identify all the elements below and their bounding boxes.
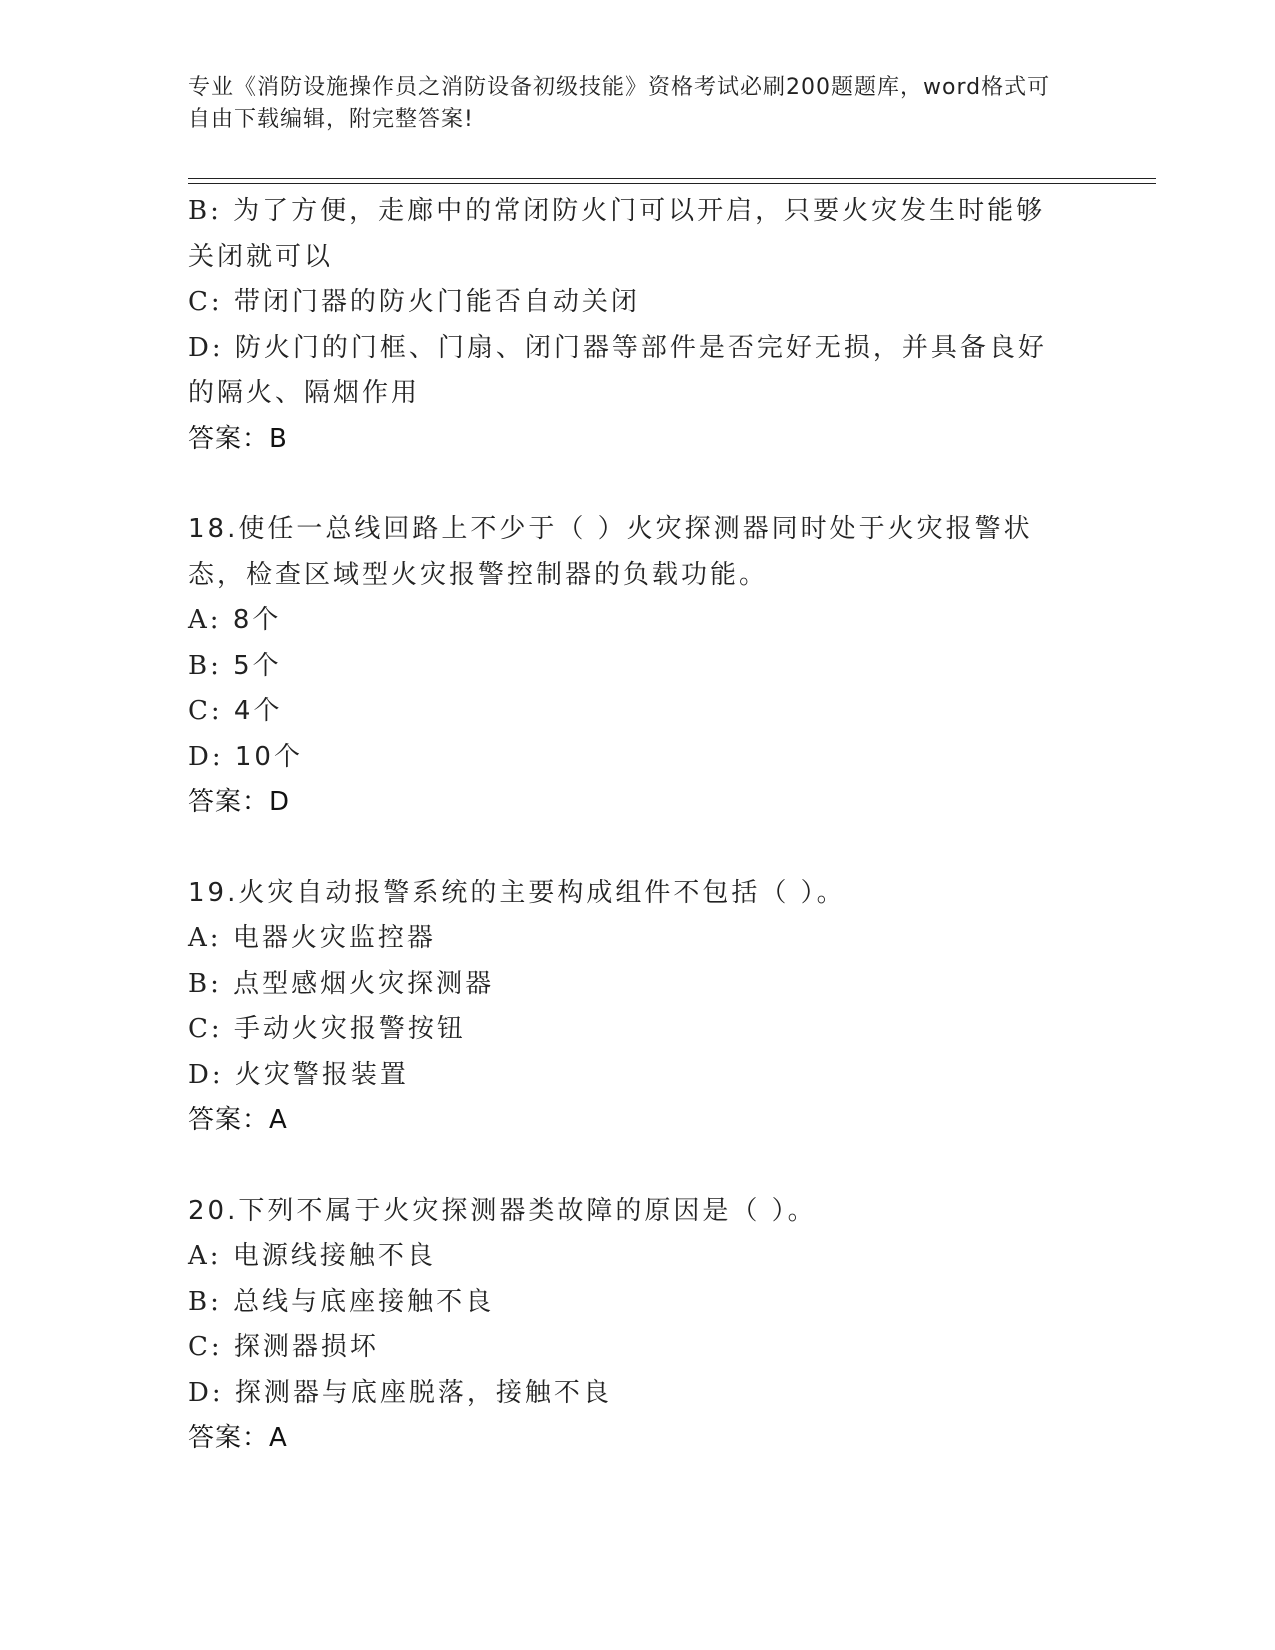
option-b xyxy=(188,189,1058,280)
option-text: 8个 xyxy=(232,605,282,635)
option-key: D: xyxy=(188,332,224,363)
option-key: D: xyxy=(188,1059,224,1090)
option-c xyxy=(188,1325,1088,1371)
option-text: 总线与底座接触不良 xyxy=(233,1286,495,1317)
question-18 xyxy=(188,507,1088,826)
option-b xyxy=(188,962,1088,1008)
option-key: A: xyxy=(188,1241,222,1271)
option-key: C: xyxy=(188,1014,223,1044)
option-text: 点型感烟火灾探测器 xyxy=(233,968,495,999)
option-a xyxy=(188,916,1088,962)
option-text: 4个 xyxy=(233,696,283,726)
question-20 xyxy=(188,1189,1088,1462)
option-key: D: xyxy=(188,1377,224,1408)
option-text: 带闭门器的防火门能否自动关闭 xyxy=(233,287,640,317)
option-text: 10个 xyxy=(234,741,303,772)
answer-line: 答案：A xyxy=(188,1105,288,1135)
option-text: 5个 xyxy=(233,650,282,681)
option-text: 电器火灾监控器 xyxy=(232,923,436,953)
question-title: 18.使任一总线回路上不少于（ ）火灾探测器同时处于火灾报警状态，检查区域型火灾报警控制器的负载功能。 xyxy=(188,514,1033,590)
option-key: B: xyxy=(188,650,222,681)
option-key: A: xyxy=(188,923,222,953)
option-d xyxy=(188,1371,1088,1417)
question-title: 20.下列不属于火灾探测器类故障的原因是（ ）。 xyxy=(188,1195,817,1226)
header-rule-bottom xyxy=(188,183,1156,184)
option-key: C: xyxy=(188,1332,223,1362)
option-key: D: xyxy=(188,741,224,772)
document-header: 专业《消防设施操作员之消防设备初级技能》资格考试必刷200题题库，word格式可自由下载编辑，附完整答案! xyxy=(188,75,1051,132)
answer-line: 答案：A xyxy=(188,1423,288,1453)
option-a xyxy=(188,1234,1088,1280)
option-text: 电源线接触不良 xyxy=(232,1241,436,1271)
option-b xyxy=(188,644,1088,690)
header-rule-top xyxy=(188,178,1156,179)
option-b xyxy=(188,1280,1088,1326)
option-c xyxy=(188,689,1088,735)
answer-line: 答案：B xyxy=(188,423,288,454)
option-text: 防火门的门框、门扇、闭门器等部件是否完好无损，并具备良好的隔火、隔烟作用 xyxy=(188,332,1047,408)
spacer xyxy=(188,462,1088,507)
answer-line: 答案：D xyxy=(188,787,291,817)
option-c xyxy=(188,280,1088,326)
option-text: 探测器损坏 xyxy=(233,1332,379,1362)
option-key: B: xyxy=(188,196,222,226)
option-d xyxy=(188,326,1058,417)
spacer xyxy=(188,1144,1088,1189)
option-a xyxy=(188,598,1088,644)
option-c xyxy=(188,1007,1088,1053)
option-key: B: xyxy=(188,968,222,999)
option-key: C: xyxy=(188,287,223,317)
prev-question xyxy=(188,189,1088,462)
option-text: 探测器与底座脱落，接触不良 xyxy=(234,1377,612,1408)
question-19 xyxy=(188,871,1088,1144)
option-text: 手动火灾报警按钮 xyxy=(233,1014,466,1044)
option-d xyxy=(188,1053,1088,1099)
option-key: A: xyxy=(188,605,222,635)
option-key: C: xyxy=(188,696,223,726)
question-title: 19.火灾自动报警系统的主要构成组件不包括（ ）。 xyxy=(188,877,846,908)
option-text: 为了方便，走廊中的常闭防火门可以开启，只要火灾发生时能够关闭就可以 xyxy=(188,196,1046,272)
option-key: B: xyxy=(188,1286,222,1317)
question-content xyxy=(188,189,1088,1462)
option-d xyxy=(188,735,1088,781)
option-text: 火灾警报装置 xyxy=(234,1059,409,1090)
spacer xyxy=(188,826,1088,871)
